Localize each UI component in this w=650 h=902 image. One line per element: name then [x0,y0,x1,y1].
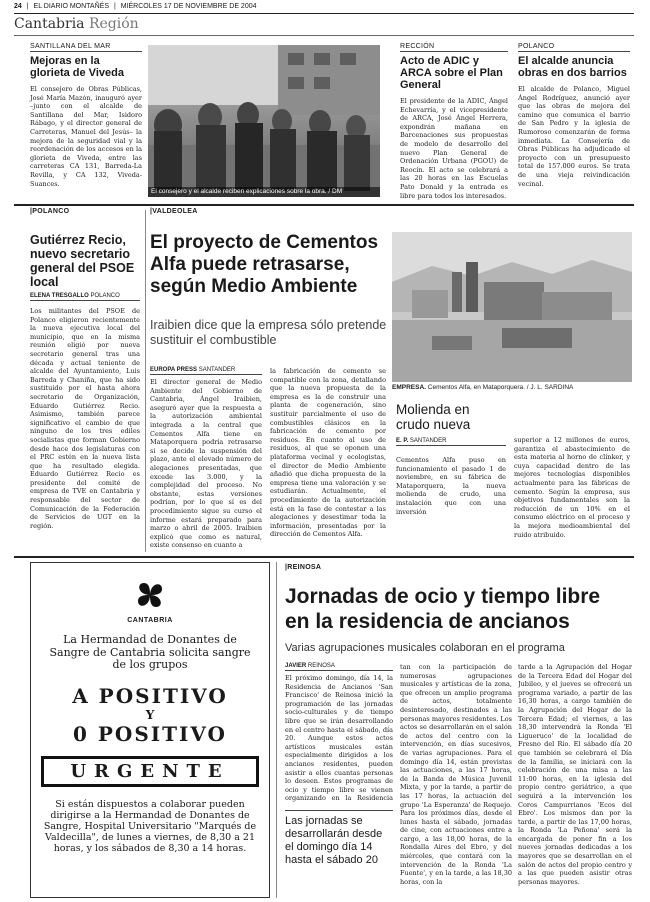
viveda-body: El consejero de Obras Públicas, José María Mazón, inauguró ayer –junto con el alcalde de Santillana del Mar, Isidoro Rábago, y el director general de Carreteras, Manuel del Jesús– la mejora de la seguridad vial y la reordenación de los accesos en la glorieta de Viveda, entre las carreteras CA 131, Barreda-La Revilla, y CA 132, Viveda-Suances. [30,85,142,188]
polanco-obras-body: El alcalde de Polanco, Miguel Ángel Rodríguez, anunció ayer que las obras de mejora del camino que comunica el barrio de San Pedro y la iglesia de Rumoroso comenzarán de forma inmediata. La Consejería de Obras Públicas ha adjudicado el proyecto con un presupuesto total de 157.000 euros. Se trata de una vieja reivindicación vecinal. [518,85,630,188]
polanco-obras-kicker: POLANCO [518,43,630,52]
ad-intro: La Hermandad de Donantes de Sangre de Cantabria solicita sangre de los grupos [49,633,251,671]
jornadas-byline [285,663,393,671]
jornadas-kicker-text: REINOSA [287,564,322,571]
adic-body: El presidente de la ADIC, Ángel Echevarría, y el vicepresidente de ARCA, José Ángel Herrera, expondrán mañana en Barcenaciones sus propuestas de modelo de desarrollo del nuevo Plan General de Ordenación Urbana (PGOU) de Reocín. El acto se celebrará a las 20 horas en las Escuelas Pato Donald y la entrada es libre para todos los interesados. [400,97,508,200]
cementos-byline-name: EUROPA PRESS [150,367,198,373]
cementos-col1: El director general de Medio Ambiente del Gobierno de Cantabria, Ángel Iraibien, aseguró ayer que la respuesta a la autorización ambiental integrada a la central que Cementos Alfa tiene en Mataporquera podría retrasarse si se decide la suspensión del plazo, ante el elevado número de alegaciones presentadas, que excede las 3.000, y la complejidad del proceso. No obstante, estas versiones podrían, por lo que sí es del procedimiento sigue su curso el informe estará preparado para marzo o abril de 2005. Iraibien explicó que como es natural, existe consenso en cuanto a [150,378,262,550]
section-region-a: Cantabria [14,16,85,32]
jornadas-byline-place: REINOSA [307,663,335,669]
psoe-body: Los militantes del PSOE de Polanco eligieron recientemente la nueva ejecutiva local del municipio, que en la misma reunión eligió por nueva secretario general tras una década y actual teniente de alcalde del Ayuntamiento, Luis Barreda y Chaniña, que ha sido sustituido por el hasta ahora secretario de Organización, Eduardo Gutiérrez Recio. Asimismo, también parece significativo el cambio de que ninguno de los tres ediles socialistas que forman Gobierno desde hace dos legislaturas con el PRC estén en la nueva lista que ha resultado elegida. Eduardo Gutiérrez Recio es presidente del comité de empresa de TVE en Cantabria y responsable del sector de Comunicación de la Federación de Servicios de UGT en la región. [30,307,140,530]
molienda-byline-place: SANTANDER [409,438,447,444]
cementos-kicker-text: VALDEOLEA [152,208,198,215]
viveda-headline: Mejoras en la glorieta de Viveda [30,55,124,79]
adic-headline: Acto de ADIC y ARCA sobre el Plan General [400,55,503,91]
jornadas-headline: Jornadas de ocio y tiempo libre en la residencia de ancianos [285,585,601,633]
ad-details: Si están dispuestos a colaborar pueden dirigirse a la Hermandad de Donantes de Sangre, Hospital Universitario "Marqués de Valdecilla", de lunes a viernes, de 8,30 a 21 horas, y los sábados de 8,30 a 14 horas. [43,798,257,854]
psoe-byline [30,293,140,301]
jornadas-subhead: Varias agrupaciones musicales colaboran en el programa [285,642,565,654]
polanco-obras-article [518,43,630,198]
ad-group-b: 0 POSITIVO [73,721,227,746]
cementos-subhead: Iraibien dice que la empresa sólo pretende sustituir el combustible [150,318,387,347]
psoe-headline: Gutiérrez Recio, nuevo secretario general del PSOE local [30,233,135,289]
section-rule [14,35,634,36]
blood-donor-ad [30,562,270,898]
jornadas-byline-name: JAVIER [285,663,307,669]
adic-kicker: RECCIÓN [400,43,508,52]
viveda-photo-scene [148,45,380,197]
ad-conjunction: Y [145,707,155,722]
polanco-obras-headline: El alcalde anuncia obras en dos barrios [518,55,627,79]
jornadas-col3: tarde a la Agrupación del Hogar de la Tercera Edad del Hogar del Jubileo, y el jueves se ofrecerá un programa variado, a partir de las 16,30 horas, a cargo también de la Agrupación del Hogar de la Tercera Edad; el viernes, a las 18,30 intervendrá la Ronda 'El Ligueruco' de la localidad de Fresno del Río. El sábado día 20 que también se celebrará el Día de la familia, se iniciará con la celebración de una misa a las 11:00 horas, en la iglesia del propio centro geriátrico, a que seguirá a la intervención los Coros Campurrianos 'Ecos del Ebro'. Los mismos dan por la tarde, a partir de las 17,00 horas, la Ronda 'La Peñona' será la encargada de poner fin a los nueves jornadas dedicadas a los mayores que se desarrollan en el salón de actos del propio centro y a las que pueden asistir otras personas mayores. [518,663,632,886]
molienda-col1: Cementos Alfa puso en funcionamiento el pasado 1 de noviembre, en su fábrica de Mataporquera, la nueva molienda de crudo, una instalación que con una inversión [396,456,506,516]
molienda-box [396,398,632,554]
viveda-photo [148,45,380,197]
molienda-col2: superior a 12 millones de euros, garantiza el abastecimiento de esta materia al horno de clínker, y cuya capacidad dentro de las mejores tecnologías disponibles actualmente para las fábricas de cemento. Según la empresa, sus objetivos fundamentales son la reducción de un 10% en el consumo eléctrico en el proceso y la mejora medioambiental del ruido atribuido. [514,436,630,539]
ad-group-a: A POSITIVO [72,683,228,708]
viveda-article [30,43,142,198]
psoe-article [30,208,140,553]
ad-brand: CANTABRIA [127,617,173,624]
psoe-byline-place: POLANCO [90,293,120,299]
ad-divider [276,562,277,898]
ad-urgent: URGENTE [70,760,230,782]
cementos-photo-scene [392,232,632,382]
molienda-byline [396,438,506,446]
cementos-byline [150,367,262,375]
cementos-caption-text: Cementos Alfa, en Mataporquera. / J. L. SARDINA [427,384,574,391]
cementos-caption-bold: EMPRESA. [392,384,426,391]
psoe-divider [145,210,146,552]
page-header: 24 | EL DIARIO MONTAÑÉS | MIÉRCOLES 17 DE NOVIEMBRE DE 2004 [14,3,257,10]
adic-article [400,43,508,198]
page-number: 24 [14,3,22,10]
cantabria-logo [128,573,172,617]
cementos-photo [392,232,632,382]
issue-date: MIÉRCOLES 17 DE NOVIEMBRE DE 2004 [120,3,257,10]
newspaper-name: EL DIARIO MONTAÑÉS [33,3,109,10]
cementos-byline-place: SANTANDER [198,367,236,373]
middle-rule [14,556,634,558]
jornadas-col2: tan con la participación de numerosas agrupaciones musicales y artísticas de la zona, que ofrecen un amplio programa de actos, totalmente desinteresado, destinados a las personas mayores residentes. Los actos se desarrollarán en el salón de actos del centro con la intervención, en días sucesivos, de varias agrupaciones. Para el domingo día 14, están previstas las actuaciones, a las 17 horas, de la Banda de Música Juvenil Mixta, y por la tarde, a partir de las 17 horas, la actuación del grupo 'La Esperanza' de Requejo. Para los próximos días, desde el lunes hasta el sábado, jornadas de cine, con actuaciones entre a cargo, a las 18,00 horas, de la Rondalla Aires del Ebro, y del miércoles, que contará con la intervención de la Ronda 'La Fuente', y en la tarde, a las 18,30 horas, con la [400,663,512,886]
ad-urgent-box [41,756,259,787]
viveda-kicker: SANTILLANA DEL MAR [30,43,142,52]
psoe-byline-name: ELENA TRESGALLO [30,293,89,299]
molienda-headline: Molienda en crudo nueva [396,402,471,432]
header-rule [14,13,634,14]
cementos-kicker: |VALDEOLEA [150,208,198,215]
psoe-kicker: |POLANCO [30,208,70,215]
jornadas-col1: El próximo domingo, día 14, la Residencia de Ancianos 'San Francisco' de Reinosa inició la programación de las jornadas socio-culturales y de tiempo libre que se irán desarrollando en el centro hasta el sábado, día 20. Aunque estos actos artísticos musicales están especialmente dirigidos a los ancianos residentes, pueden asistir a ellos cuantas personas lo deseen. Estos programas de ocio y tiempo libre se vienen organizando en la Residencia [285,674,393,803]
cementos-headline: El proyecto de Cementos Alfa puede retrasarse, según Medio Ambiente [150,232,379,297]
lauburu-icon [128,573,172,617]
jornadas-kicker: |REINOSA [285,564,322,571]
cementos-col2: la fabricación de cemento se compatible con la zona, detallando que la nueva propuesta de la empresa es la de construir una planta de cogeneración, sino sustituir parcialmente el uso de combustibles clásicos en la fabricación de cemento por residuos. En cuanto al uso de residuos, al que se oponen una plataforma vecinal y ecologistas, el director de Medio Ambiente añadió que dicha propuesta de la empresa tiene una valoración y se estudiarán. Actualmente, el procedimiento de la autorización está en la fase de contestar a las alegaciones y desestimar toda la información, presentadas por la dirección de Cementos Alfa. [270,367,386,539]
molienda-byline-name: E. P. [396,438,409,444]
section-title [14,15,139,33]
psoe-kicker-text: POLANCO [32,208,70,215]
jornadas-pull-quote: Las jornadas se desarrollarán desde el domingo día 14 hasta el sábado 20 [285,810,393,867]
viveda-caption: El consejero y el alcalde reciben explicaciones sobre la obra. / DM [148,187,380,197]
top-row-rule [14,204,634,206]
section-region-b: Región [88,16,139,32]
cementos-caption [392,384,632,392]
